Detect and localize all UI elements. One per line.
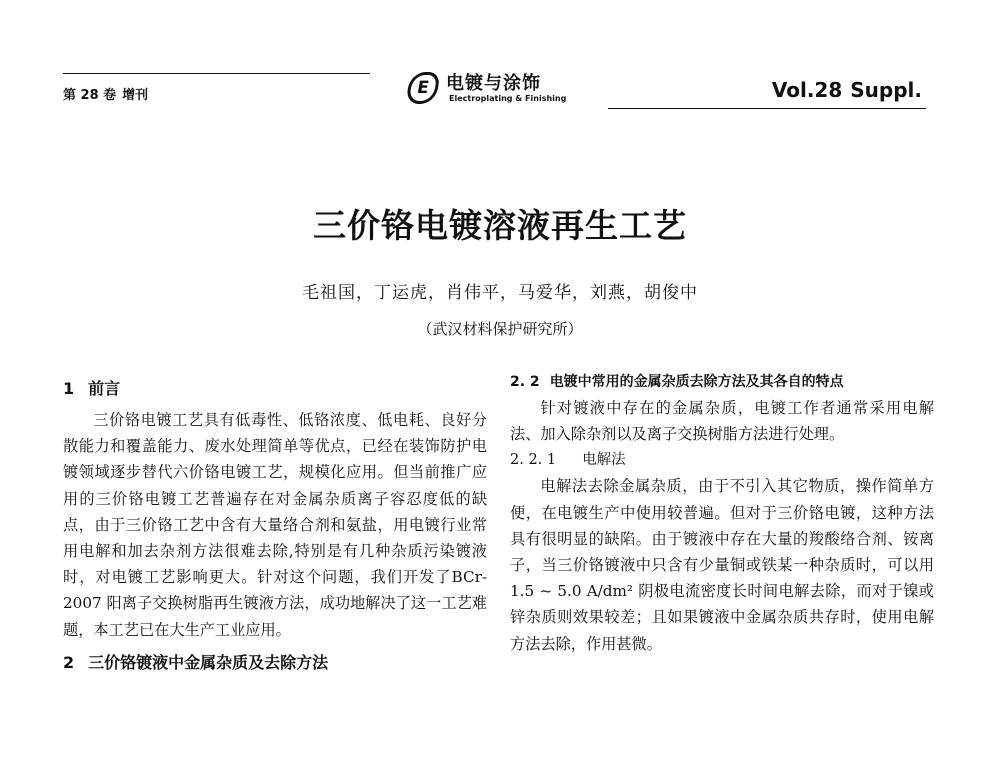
section-2-2-heading xyxy=(510,369,934,395)
section-2-2-title: 电镀中常用的金属杂质去除方法及其各自的特点 xyxy=(549,374,844,390)
header-rule-right xyxy=(608,108,926,109)
left-column xyxy=(63,375,487,677)
section-2-heading xyxy=(63,649,487,677)
journal-name-english: Electroplating & Finishing xyxy=(449,94,567,103)
section-1-number: 1 xyxy=(63,379,75,398)
journal-logo-icon: E xyxy=(405,72,441,104)
section-2-number: 2 xyxy=(63,652,75,672)
section-1-title: 前言 xyxy=(88,379,121,398)
section-2-2-1-heading xyxy=(510,447,934,473)
volume-label: 第 28 卷 xyxy=(63,88,117,103)
section-2-2-1-title: 电解法 xyxy=(582,452,626,469)
issue-label: 增刊 xyxy=(122,88,149,103)
right-column xyxy=(510,369,934,657)
suppl-en: Suppl. xyxy=(850,78,922,102)
journal-volume-issue xyxy=(63,84,154,103)
journal-logo xyxy=(408,68,608,112)
section-2-title: 三价铬镀液中金属杂质及去除方法 xyxy=(88,652,329,672)
section-2-2-1-paragraph: 电解法去除金属杂质，由于不引入其它物质，操作简单方便，在电镀生产中使用较普遍。但对于三价铬电镀，这种方法具有很明显的缺陷。由于镀液中存在大量的羧酸络合剂、铵离子，当三价铬镀液中只含有少量铜或铁某一种杂质时，可以用 1.5 ~ 5.0 A/dm² 阴极电流密度长时间电解去除，而对于镍或锌杂质则效果较差；且如果镀液中金属杂质共存时，使用电解方法去除，作用甚微。 xyxy=(510,477,934,653)
article-title: 三价铬电镀溶液再生工艺 xyxy=(313,206,687,245)
article-affiliation: （武汉材料保护研究所） xyxy=(417,320,583,338)
section-2-2-1-number: 2. 2. 1 xyxy=(510,452,557,469)
article-authors: 毛祖国，丁运虎，肖伟平，马爱华，刘燕，胡俊中 xyxy=(302,283,698,303)
section-1-paragraph: 三价铬电镀工艺具有低毒性、低铬浓度、低电耗、良好分散能力和覆盖能力、废水处理简单等优点，已经在装饰防护电镀领域逐步替代六价铬电镀工艺，规模化应用。但当前推广应用的三价铬电镀工艺普遍存在对金属杂质离子容忍度低的缺点，由于三价铬工艺中含有大量络合剂和氨盐，用电镀行业常用电解和加去杂剂方法很难去除,特别是有几种杂质污染镀液时，对电镀工艺影响更大。针对这个问题，我们开发了BCr-2007 阳离子交换树脂再生镀液方法，成功地解决了这一工艺难题，本工艺已在大生产工业应用。 xyxy=(63,411,487,639)
header-rule-left xyxy=(63,73,370,74)
vol-en: Vol.28 xyxy=(771,78,843,102)
section-2-2-paragraph: 针对镀液中存在的金属杂质，电镀工作者通常采用电解法、加入除杂剂以及离子交换树脂方法进行处理。 xyxy=(510,399,934,444)
volume-suppl-en xyxy=(764,78,922,102)
section-1-heading xyxy=(63,375,487,403)
section-2-2-number: 2. 2 xyxy=(510,374,540,390)
journal-name-chinese: 电镀与涂饰 xyxy=(446,73,541,94)
